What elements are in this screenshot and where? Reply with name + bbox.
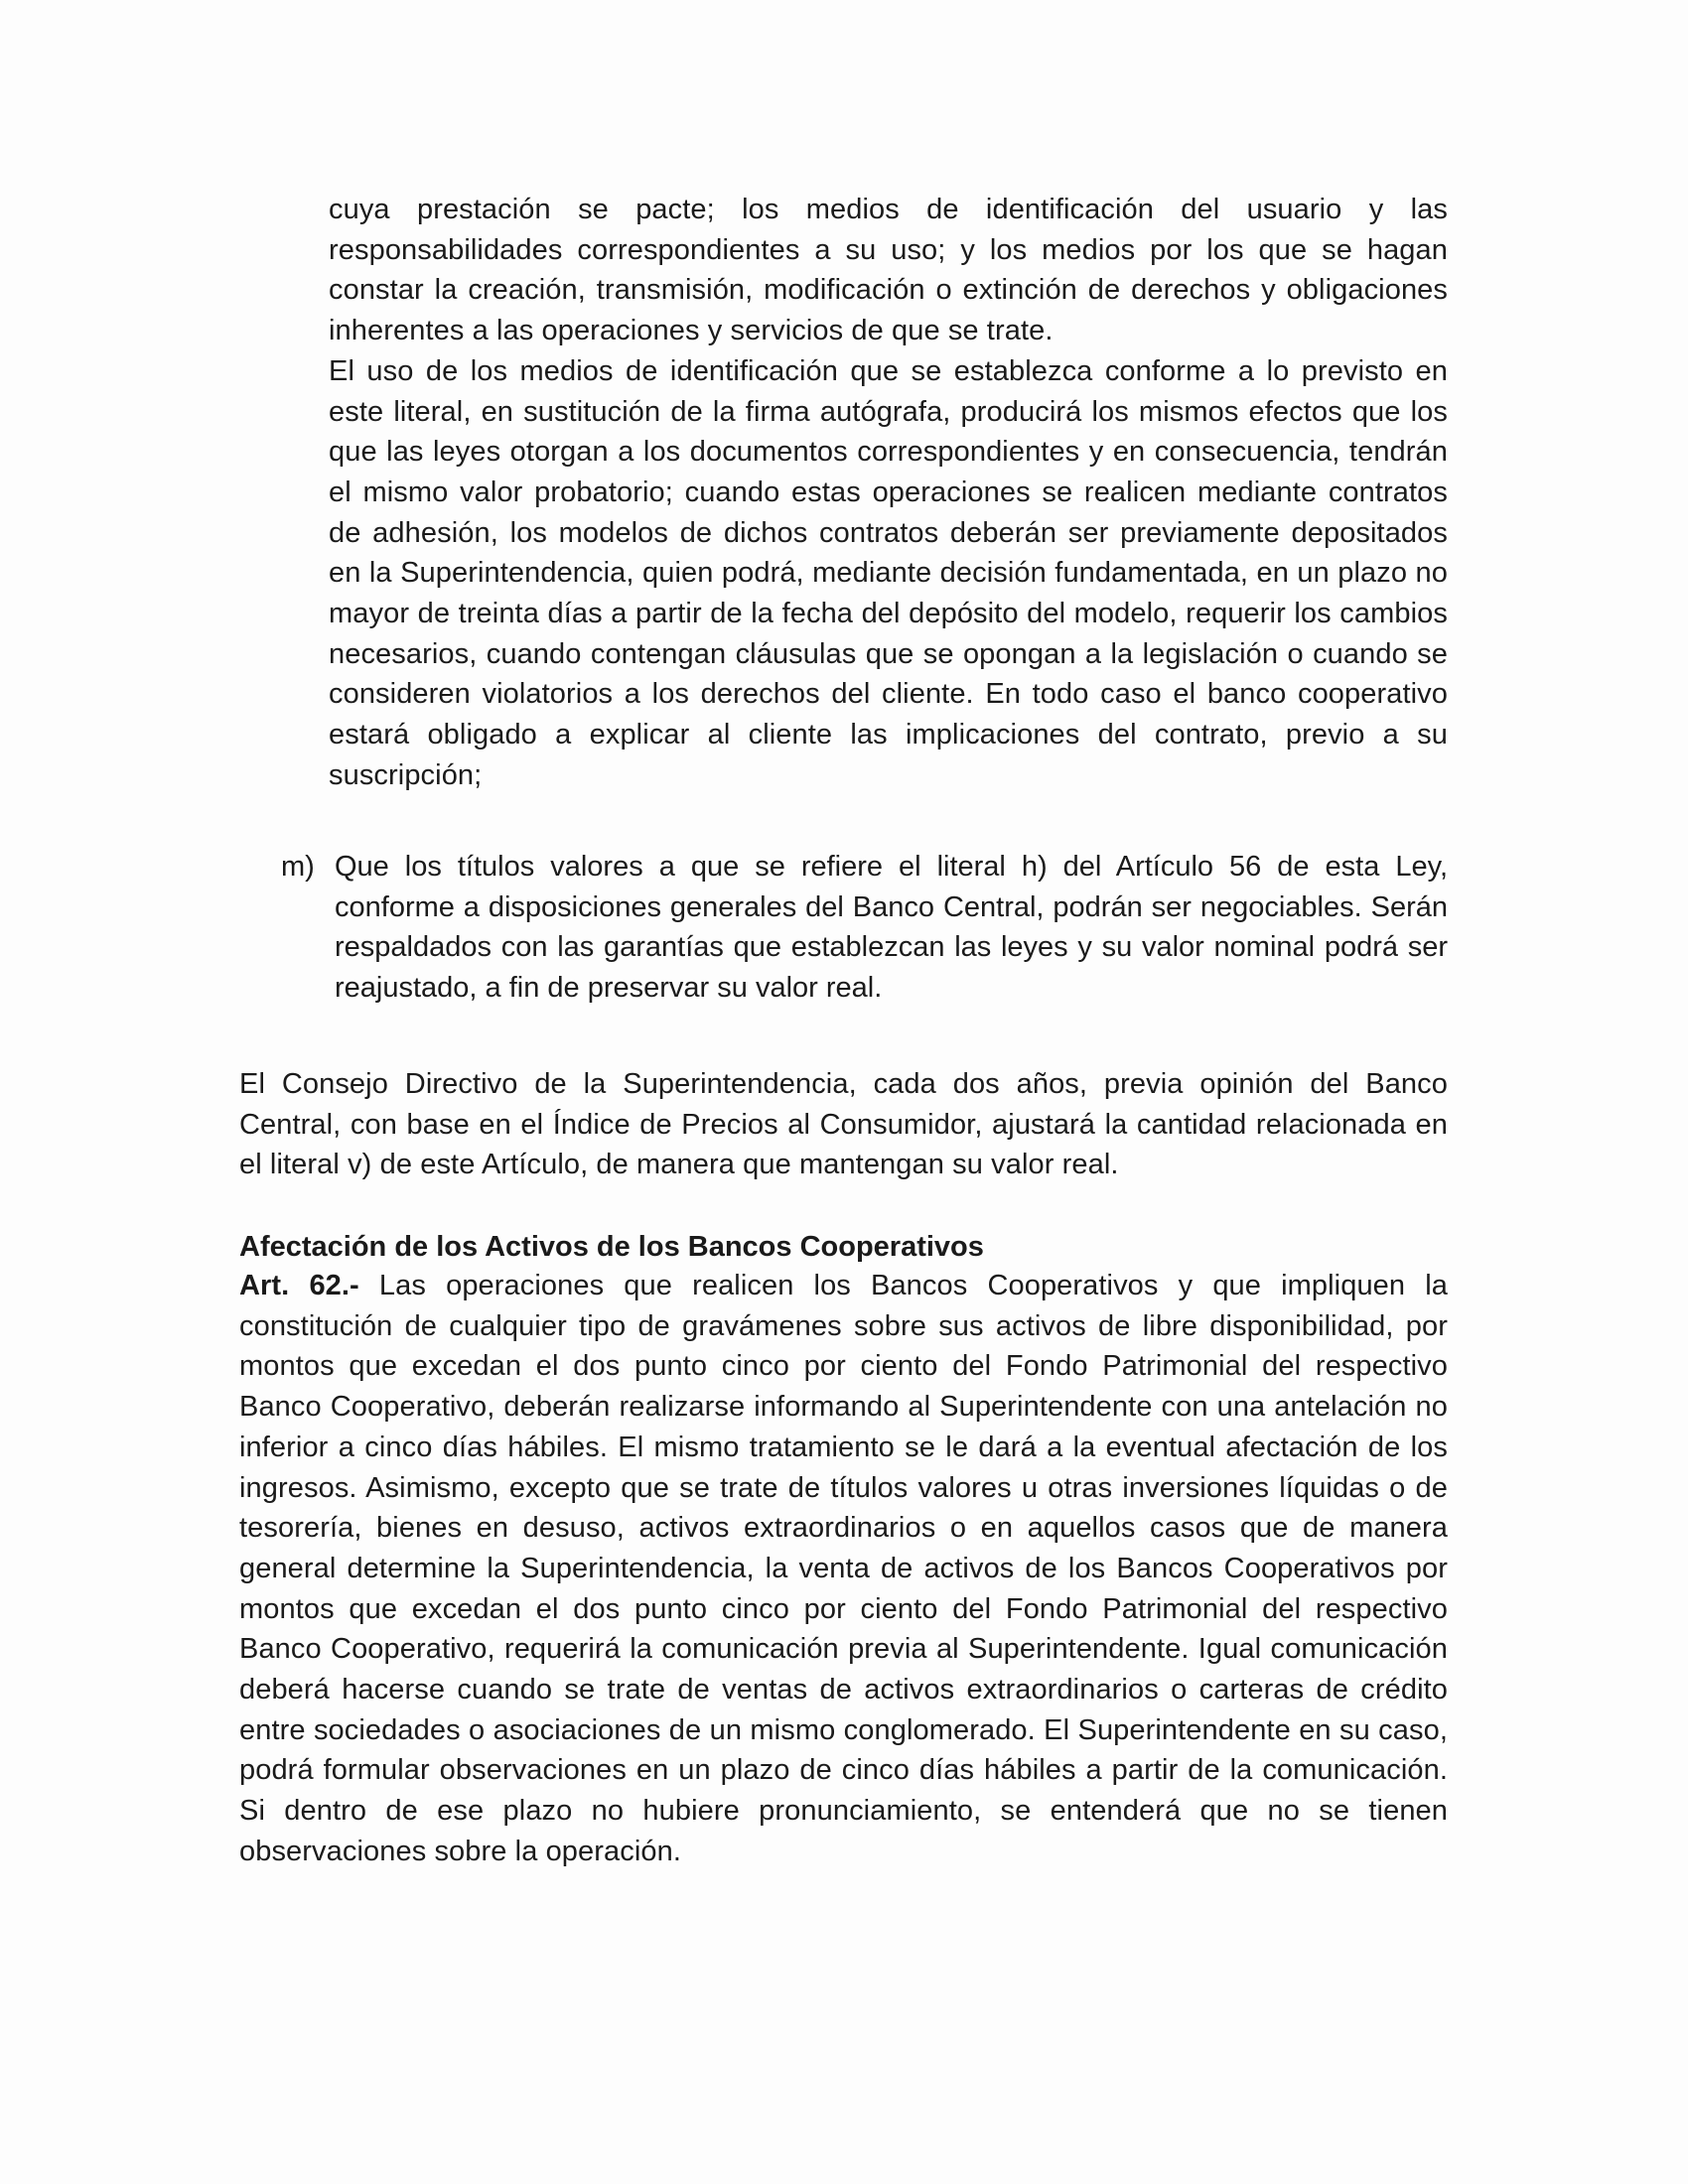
list-item-m: [281, 847, 1448, 1009]
article-label: Art. 62.-: [239, 1270, 359, 1301]
section-heading: Afectación de los Activos de los Bancos Cooperativos: [239, 1231, 984, 1263]
continuation-paragraph-1: cuya prestación se pacte; los medios de identificación del usuario y las responsabilidades correspondientes a su uso; y los medios por los que se hagan constar la creación, transmisión, modificación o extinción de derechos y obligaciones inherentes a las operaciones y servicios de que se trate.: [329, 194, 1448, 347]
list-item-marker: m): [281, 851, 315, 883]
continuation-text: [329, 190, 1448, 796]
article-62: [239, 1266, 1448, 1872]
article-text: Las operaciones que realicen los Bancos Cooperativos y que impliquen la constitución de cualquier tipo de gravámenes sobre sus activos de libre disponibilidad, por montos que excedan el dos punto cinco por ciento del Fondo Patrimonial del respectivo Banco Cooperativo, deberán realizarse informando al Superintendente con una antelación no inferior a cinco días hábiles. El mismo tratamiento se le dará a la eventual afectación de los ingresos. Asimismo, excepto que se trate de títulos valores u otras inversiones líquidas o de tesorería, bienes en desuso, activos extraordinarios o en aquellos casos que de manera general determine la Superintendencia, la venta de activos de los Bancos Cooperativos por montos que excedan el dos punto cinco por ciento del Fondo Patrimonial del respectivo Banco Cooperativo, requerirá la comunicación previa al Superintendente. Igual comunicación deberá hacerse cuando se trate de ventas de activos extraordinarios o carteras de crédito entre sociedades o asociaciones de un mismo conglomerado. El Superintendente en su caso, podrá formular observaciones en un plazo de cinco días hábiles a partir de la comunicación. Si dentro de ese plazo no hubiere pronunciamiento, se entenderá que no se tienen observaciones sobre la operación.: [239, 1270, 1449, 1867]
continuation-paragraph-2: El uso de los medios de identificación que se establezca conforme a lo previsto en este literal, en sustitución de la firma autógrafa, producirá los mismos efectos que los que las leyes otorgan a los documentos correspondientes y en consecuencia, tendrán el mismo valor probatorio; cuando estas operaciones se realicen mediante contratos de adhesión, los modelos de dichos contratos deberán ser previamente depositados en la Superintendencia, quien podrá, mediante decisión fundamentada, en un plazo no mayor de treinta días a partir de la fecha del depósito del modelo, requerir los cambios necesarios, cuando contengan cláusulas que se opongan a la legislación o cuando se consideren violatorios a los derechos del cliente. En todo caso el banco cooperativo estará obligado a explicar al cliente las implicaciones del contrato, previo a su suscripción;: [329, 354, 1448, 791]
list-item-text: Que los títulos valores a que se refiere el literal h) del Artículo 56 de esta Ley, conforme a disposiciones generales del Banco Central, podrán ser negociables. Serán respaldados con las garantías que establezcan las leyes y su valor nominal podrá ser reajustado, a fin de preservar su valor real.: [335, 851, 1448, 1005]
council-paragraph: El Consejo Directivo de la Superintendencia, cada dos años, previa opinión del Banco Central, con base en el Índice de Precios al Consumidor, ajustará la cantidad relacionada en el literal v) de este Artículo, de manera que mantengan su valor real.: [239, 1068, 1448, 1181]
